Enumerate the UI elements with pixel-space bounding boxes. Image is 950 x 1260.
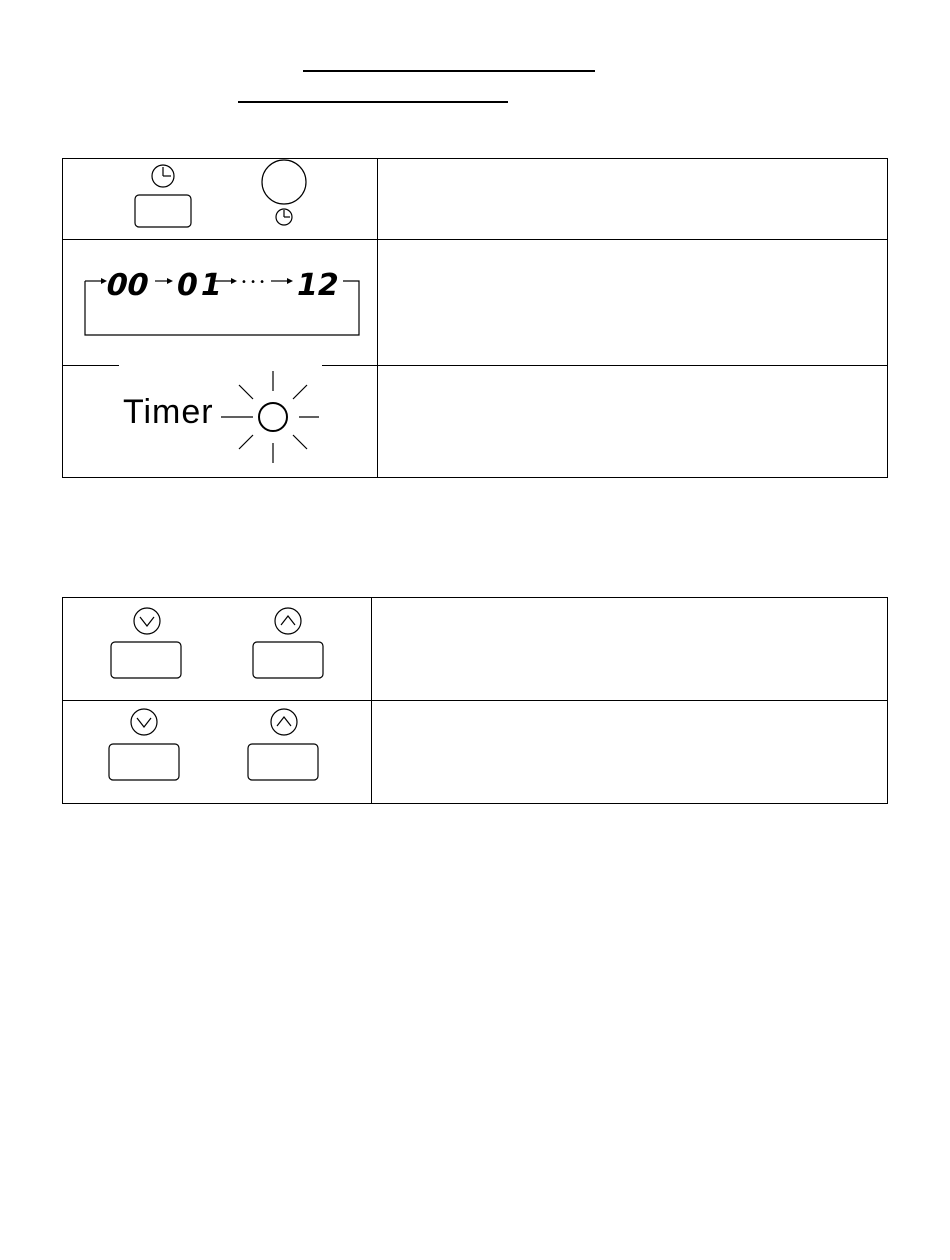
sequence-dots: • • • xyxy=(241,277,266,288)
heading-underline-1 xyxy=(303,70,595,72)
adjust-buttons-cell-2 xyxy=(63,700,371,805)
timer-label: Timer xyxy=(123,393,214,431)
timer-led xyxy=(259,403,287,431)
chevron-up-icon xyxy=(275,608,301,634)
timer-knob[interactable] xyxy=(262,160,306,204)
timer-sequence-cell xyxy=(63,239,377,365)
sequence-first: 00 xyxy=(105,268,150,303)
arrow-icon xyxy=(167,278,173,284)
table-row-divider xyxy=(377,365,887,366)
sequence-last: 12 xyxy=(297,268,339,303)
down-button[interactable] xyxy=(111,642,181,678)
sequence-graphic xyxy=(63,239,377,365)
arrow-icon xyxy=(287,278,293,284)
table-column-divider xyxy=(377,159,378,477)
timer-led-graphic xyxy=(63,365,377,479)
timer-buttons-cell xyxy=(63,159,377,239)
up-button[interactable] xyxy=(253,642,323,678)
clock-icon xyxy=(276,209,292,225)
heading-underline-2 xyxy=(238,101,508,103)
up-button[interactable] xyxy=(248,744,318,780)
adjust-buttons-graphic-2 xyxy=(63,700,371,805)
arrow-icon xyxy=(231,278,237,284)
timer-button[interactable] xyxy=(135,195,191,227)
chevron-up-icon xyxy=(271,709,297,735)
timer-table xyxy=(62,158,888,478)
chevron-down-icon xyxy=(134,608,160,634)
adjust-buttons-cell-1 xyxy=(63,598,371,700)
down-button[interactable] xyxy=(109,744,179,780)
timer-led-cell xyxy=(63,365,377,479)
sequence-second: 01 xyxy=(177,268,225,303)
chevron-down-icon xyxy=(131,709,157,735)
clock-icon xyxy=(152,165,174,187)
timer-button-graphic xyxy=(63,159,377,239)
adjust-table xyxy=(62,597,888,804)
adjust-buttons-graphic-1 xyxy=(63,598,371,700)
